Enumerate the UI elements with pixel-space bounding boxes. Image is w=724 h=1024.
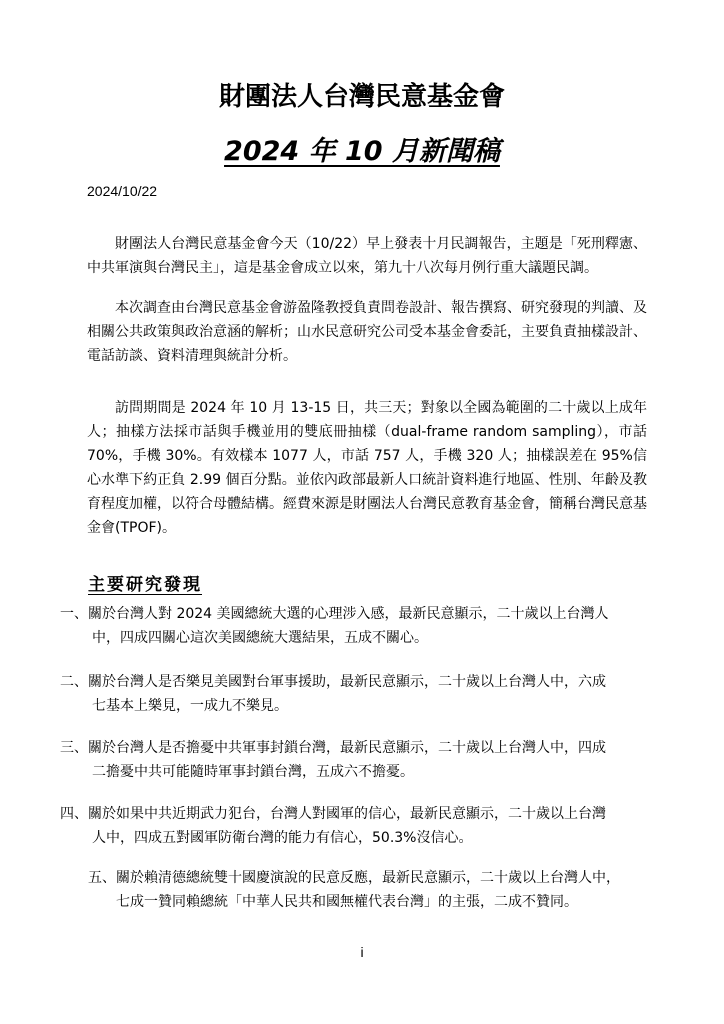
finding-item (60, 670, 640, 718)
methodology-paragraph: 本次調查由台灣民意基金會游盈隆教授負責問卷設計、報告撰寫、研究發現的判讀、及相關公共政策與政治意涵的解析；山水民意研究公司受本基金會委託，主要負責抽樣設計、電話訪談、資料清理與統計分析。 (87, 300, 647, 364)
finding-text-line1: 關於台灣人是否樂見美國對台軍事援助，最新民意顯示，二十歲以上台灣人中，六成 (88, 674, 606, 690)
finding-text-line2: 中，四成四關心這次美國總統大選結果，五成不關心。 (92, 630, 428, 646)
release-date: 2024/10/22 (87, 183, 158, 199)
sampling-paragraph: 訪問期間是 2024 年 10 月 13-15 日，共三天；對象以全國為範圍的二十歲以上成年人；抽樣方法採市話與手機並用的雙底冊抽樣（dual-frame random sampling），市話 70%，手機 30%。有效樣本 1077 人，市話 757 人，手機 320 人；抽樣誤差在 95%信心水準下約正負 2.99 個百分點。並依內政部最新人口統計資料進行地區、性別、年齡及教育程度加權，以符合母體結構。經費來源是財團法人台灣民意教育基金會，簡稱台灣民意基金會(TPOF)。 (87, 400, 647, 536)
finding-number: 三、 (60, 740, 88, 756)
finding-number: 四、 (60, 806, 88, 822)
finding-item (60, 602, 640, 650)
finding-text-line2: 七成一贊同賴總統「中華人民共和國無權代表台灣」的主張，二成不贊同。 (116, 894, 578, 910)
document-title: 財團法人台灣民意基金會 (218, 82, 505, 112)
finding-number: 五、 (88, 870, 116, 886)
finding-number: 二、 (60, 674, 88, 690)
finding-text-line2: 二擔憂中共可能隨時軍事封鎖台灣，五成六不擔憂。 (92, 764, 414, 780)
finding-text-line1: 關於賴清德總統雙十國慶演說的民意反應，最新民意顯示，二十歲以上台灣人中， (116, 870, 620, 886)
finding-item (60, 802, 640, 850)
findings-heading: 主要研究發現 (88, 575, 202, 595)
document-subtitle: 2024 年 10 月新聞稿 (224, 136, 500, 167)
finding-item (60, 736, 640, 784)
finding-number: 一、 (60, 606, 88, 622)
page-number: i (360, 944, 364, 960)
finding-text-line1: 關於台灣人是否擔憂中共軍事封鎖台灣，最新民意顯示，二十歲以上台灣人中，四成 (88, 740, 606, 756)
finding-item (88, 866, 648, 914)
finding-text-line2: 人中，四成五對國軍防衛台灣的能力有信心，50.3%沒信心。 (92, 830, 473, 846)
intro-paragraph: 財團法人台灣民意基金會今天（10/22）早上發表十月民調報告，主題是「死刑釋憲、中共軍演與台灣民主」，這是基金會成立以來，第九十八次每月例行重大議題民調。 (87, 236, 647, 276)
finding-text-line2: 七基本上樂見，一成九不樂見。 (92, 698, 288, 714)
finding-text-line1: 關於台灣人對 2024 美國總統大選的心理涉入感，最新民意顯示，二十歲以上台灣人 (88, 606, 609, 622)
finding-text-line1: 關於如果中共近期武力犯台，台灣人對國軍的信心，最新民意顯示，二十歲以上台灣 (88, 806, 606, 822)
